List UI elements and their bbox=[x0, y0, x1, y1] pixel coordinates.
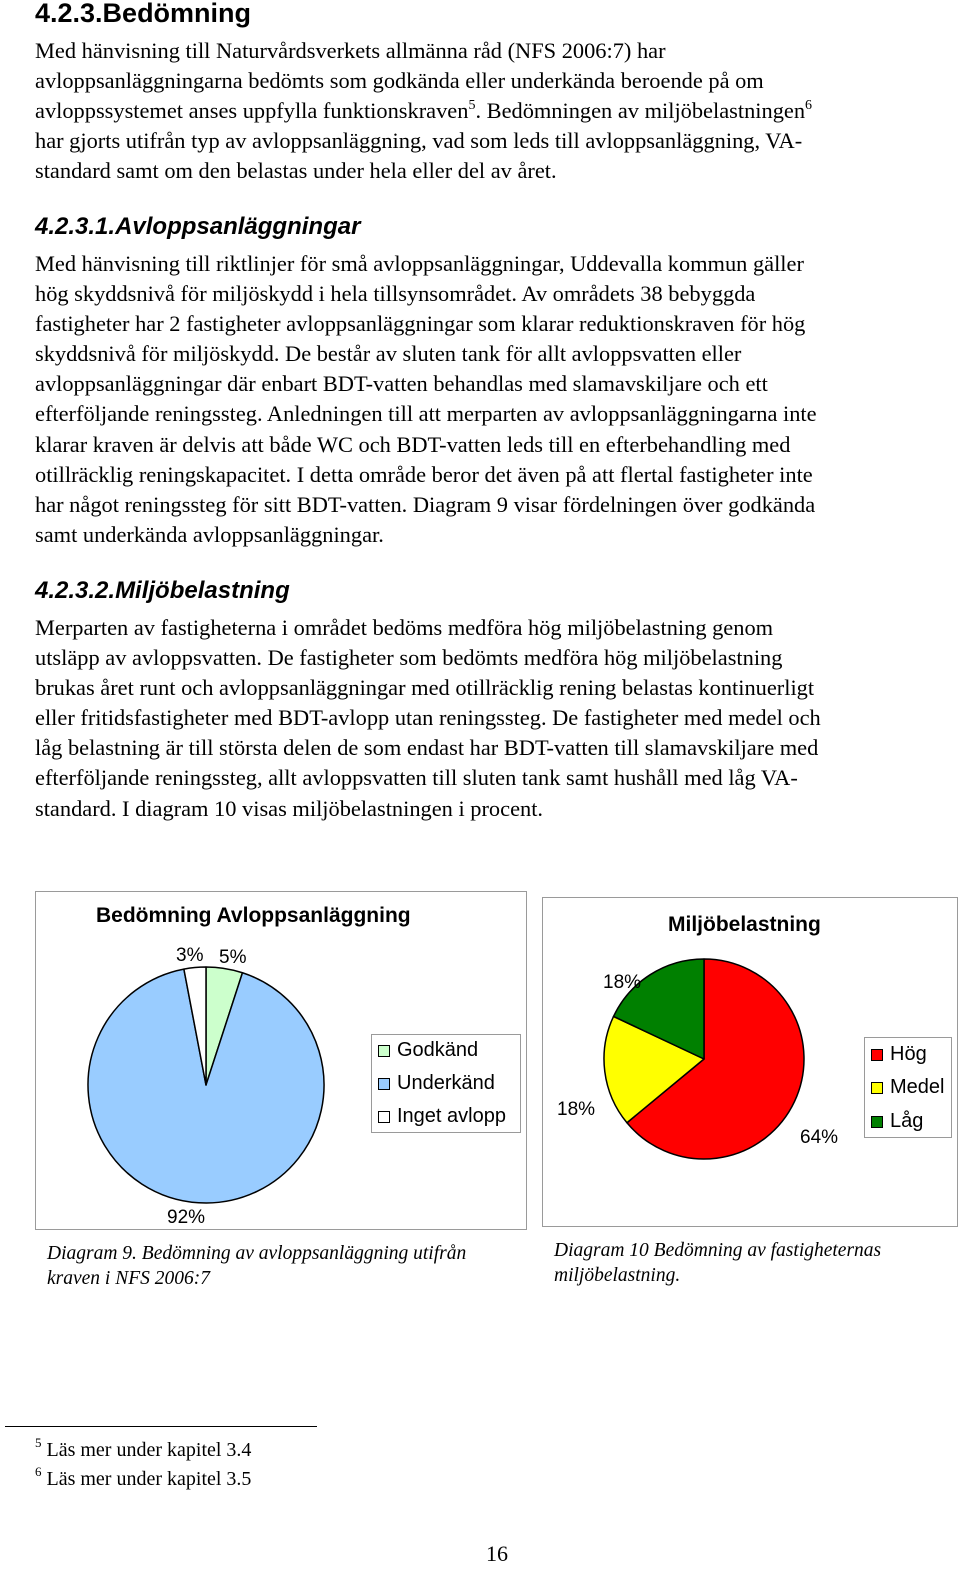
caption-line: miljöbelastning. bbox=[554, 1265, 681, 1286]
text-line: hög skyddsnivå för miljöskydd i hela tillsynsområdet. Av områdets 38 bebyggda bbox=[35, 281, 756, 307]
text-segment: avloppssystemet anses uppfylla funktionskraven bbox=[35, 98, 469, 124]
paragraph-miljobelastning bbox=[35, 613, 960, 824]
section-heading-4-2-3: 4.2.3.Bedömning bbox=[35, 0, 252, 28]
legend-swatch bbox=[378, 1045, 390, 1057]
legend-label: Underkänd bbox=[397, 1072, 495, 1094]
footnote-text: Läs mer under kapitel 3.4 bbox=[46, 1439, 252, 1461]
text-line: avloppsanläggningar där enbart BDT-vatten behandlas med slamavskiljare och ett bbox=[35, 371, 768, 397]
text-line: låg belastning är till största delen de som endast har BDT-vatten till slamavskiljare med bbox=[35, 735, 819, 761]
text-line: standard samt om den belastas under hela eller del av året. bbox=[35, 158, 557, 184]
text-line: klarar kraven är delvis att både WC och BDT-vatten leds till en efterbehandling med bbox=[35, 431, 791, 457]
text-line: har gjorts utifrån typ av avloppsanläggning, vad som leds till avloppsanläggning, VA- bbox=[35, 128, 803, 154]
text-line: Med hänvisning till riktlinjer för små avloppsanläggningar, Uddevalla kommun gäller bbox=[35, 251, 804, 276]
chart-title: Bedömning Avloppsanläggning bbox=[96, 904, 411, 927]
chart-legend bbox=[371, 1034, 521, 1133]
caption-line: Diagram 9. Bedömning av avloppsanläggning utifrån bbox=[47, 1243, 467, 1264]
legend-swatch bbox=[378, 1078, 390, 1090]
legend-item-godkand bbox=[378, 1039, 478, 1062]
section-heading-4-2-3-2: 4.2.3.2.Miljöbelastning bbox=[35, 577, 290, 604]
text-line bbox=[35, 96, 960, 126]
legend-item-lag bbox=[871, 1110, 923, 1133]
footnote-ref-5[interactable]: 5 bbox=[468, 98, 476, 114]
footnote-5 bbox=[35, 1435, 252, 1462]
text-line: utsläpp av avloppsvatten. De fastigheter som bedömts medföra hög miljöbelastning bbox=[35, 645, 783, 671]
legend-swatch bbox=[378, 1111, 390, 1123]
page-number: 16 bbox=[486, 1541, 508, 1566]
data-label-godkand: 5% bbox=[219, 947, 247, 968]
text-line: avloppsanläggningarna bedömts som godkända eller underkända beroende på om bbox=[35, 68, 764, 94]
legend-label: Hög bbox=[890, 1043, 927, 1065]
footnote-number: 5 bbox=[35, 1435, 42, 1450]
legend-label: Låg bbox=[890, 1110, 924, 1132]
footnote-separator bbox=[5, 1426, 317, 1427]
text-line: brukas året runt och avloppsanläggningar med otillräcklig rening belastas kontinuerligt bbox=[35, 675, 815, 701]
text-line: efterföljande reningssteg. Anledningen till att merparten av avloppsanläggningarna inte bbox=[35, 401, 817, 427]
data-label-lag: 18% bbox=[603, 972, 642, 993]
data-label-inget-avlopp: 3% bbox=[176, 945, 204, 966]
footnote-text: Läs mer under kapitel 3.5 bbox=[46, 1468, 252, 1490]
caption-diagram-10 bbox=[554, 1238, 881, 1288]
paragraph-avloppsanlaggningar bbox=[35, 249, 960, 550]
text-segment: . Bedömningen av miljöbelastningen bbox=[475, 98, 806, 124]
text-line: Merparten av fastigheterna i området bedöms medföra hög miljöbelastning genom bbox=[35, 615, 774, 640]
text-line: efterföljande reningssteg, allt avloppsvatten till sluten tank samt hushåll med låg VA- bbox=[35, 765, 798, 791]
text-line: samt underkända avloppsanläggningar. bbox=[35, 521, 384, 547]
legend-label: Godkänd bbox=[397, 1039, 479, 1061]
chart-legend bbox=[864, 1037, 952, 1138]
legend-item-hog bbox=[871, 1043, 927, 1066]
legend-swatch bbox=[871, 1049, 883, 1061]
text-line: fastigheter har 2 fastigheter avloppsanläggningar som klarar reduktionskraven för hög bbox=[35, 311, 806, 337]
caption-line: Diagram 10 Bedömning av fastigheternas bbox=[554, 1240, 882, 1261]
legend-swatch bbox=[871, 1082, 883, 1094]
data-label-underkand: 92% bbox=[167, 1207, 206, 1228]
legend-item-inget-avlopp bbox=[378, 1105, 506, 1128]
caption-line: kraven i NFS 2006:7 bbox=[47, 1268, 211, 1289]
text-line: Med hänvisning till Naturvårdsverkets allmänna råd (NFS 2006:7) har bbox=[35, 38, 666, 63]
legend-swatch bbox=[871, 1116, 883, 1128]
text-line: har något reningssteg för sitt BDT-vatten. Diagram 9 visar fördelningen över godkända bbox=[35, 491, 816, 517]
legend-label: Medel bbox=[890, 1076, 945, 1098]
caption-diagram-9 bbox=[47, 1241, 466, 1291]
data-label-medel: 18% bbox=[557, 1099, 596, 1120]
legend-item-medel bbox=[871, 1076, 944, 1099]
chart-miljobelastning bbox=[542, 897, 958, 1227]
data-label-hog: 64% bbox=[800, 1127, 839, 1148]
footnote-number: 6 bbox=[35, 1464, 42, 1479]
legend-item-underkand bbox=[378, 1072, 495, 1095]
text-line: skyddsnivå för miljöskydd. De består av sluten tank för allt avloppsvatten eller bbox=[35, 341, 742, 367]
paragraph-bedomning bbox=[35, 36, 960, 186]
section-heading-4-2-3-1: 4.2.3.1.Avloppsanläggningar bbox=[35, 213, 361, 240]
footnote-ref-6[interactable]: 6 bbox=[805, 98, 813, 114]
footnote-6 bbox=[35, 1464, 252, 1491]
text-line: otillräcklig reningskapacitet. I detta område beror det även på att flertal fastigheter inte bbox=[35, 461, 813, 487]
text-line: eller fritidsfastigheter med BDT-avlopp utan reningssteg. De fastigheter med medel och bbox=[35, 705, 821, 731]
text-line: standard. I diagram 10 visas miljöbelastningen i procent. bbox=[35, 795, 544, 821]
legend-label: Inget avlopp bbox=[397, 1105, 506, 1127]
chart-title: Miljöbelastning bbox=[668, 913, 821, 936]
chart-bedomning-avloppsanlaggning bbox=[35, 891, 527, 1230]
